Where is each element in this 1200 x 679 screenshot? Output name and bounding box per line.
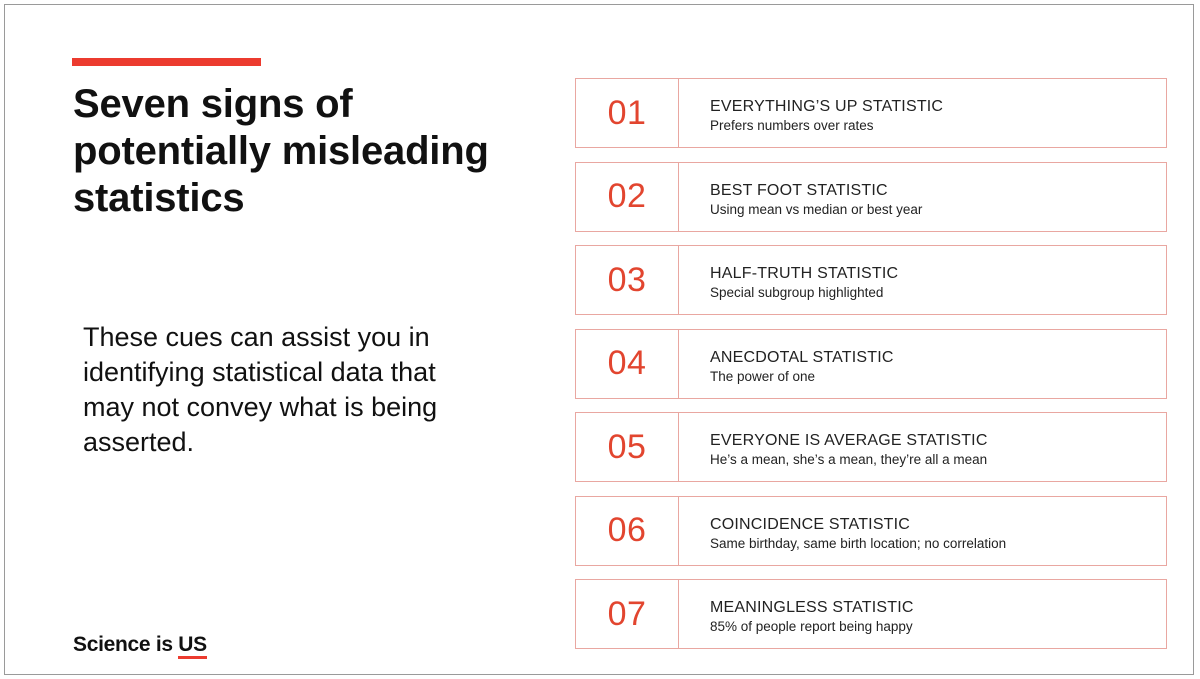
item-heading: MEANINGLESS STATISTIC [710,599,914,616]
item-heading: EVERYTHING’S UP STATISTIC [710,98,944,115]
brand-highlight: US [178,634,207,659]
item-heading: COINCIDENCE STATISTIC [710,515,911,533]
item-number: 02 [576,163,679,231]
item-heading: ANECDOTAL STATISTIC [710,348,894,366]
item-description: The power of one [710,368,816,384]
list-item [575,579,1167,649]
slide [4,4,1194,675]
item-number: 07 [576,580,679,648]
item-heading: HALF-TRUTH STATISTIC [710,265,899,282]
item-description: Same birthday, same birth location; no correlation [710,535,1007,551]
list-item [575,78,1167,148]
item-body [679,246,898,314]
slide-subtitle: These cues can assist you in identifying statistical data that may not convey what is being asserted. [83,322,438,457]
brand-prefix: Science is [73,633,179,656]
brand-logo [73,633,207,659]
item-number: 05 [576,413,679,481]
item-description: Special subgroup highlighted [710,285,884,300]
signs-list [575,78,1167,663]
item-body [679,413,988,481]
list-item [575,162,1167,232]
item-heading: BEST FOOT STATISTIC [710,181,888,199]
item-number: 06 [576,497,679,565]
list-item [575,496,1167,566]
item-heading: EVERYONE IS AVERAGE STATISTIC [710,432,988,449]
item-body [679,79,943,147]
item-body [679,580,914,648]
item-body [679,330,894,398]
item-number: 03 [576,246,679,314]
item-description: He’s a mean, she’s a mean, they’re all a mean [710,452,988,467]
item-description: 85% of people report being happy [710,619,913,634]
item-description: Using mean vs median or best year [710,201,923,217]
item-body [679,497,1006,565]
item-body [679,163,922,231]
list-item [575,245,1167,315]
list-item [575,329,1167,399]
accent-bar [72,58,261,66]
item-number: 01 [576,79,679,147]
item-number: 04 [576,330,679,398]
slide-title: Seven signs of potentially misleading statistics [73,82,489,220]
item-description: Prefers numbers over rates [710,118,874,133]
list-item [575,412,1167,482]
